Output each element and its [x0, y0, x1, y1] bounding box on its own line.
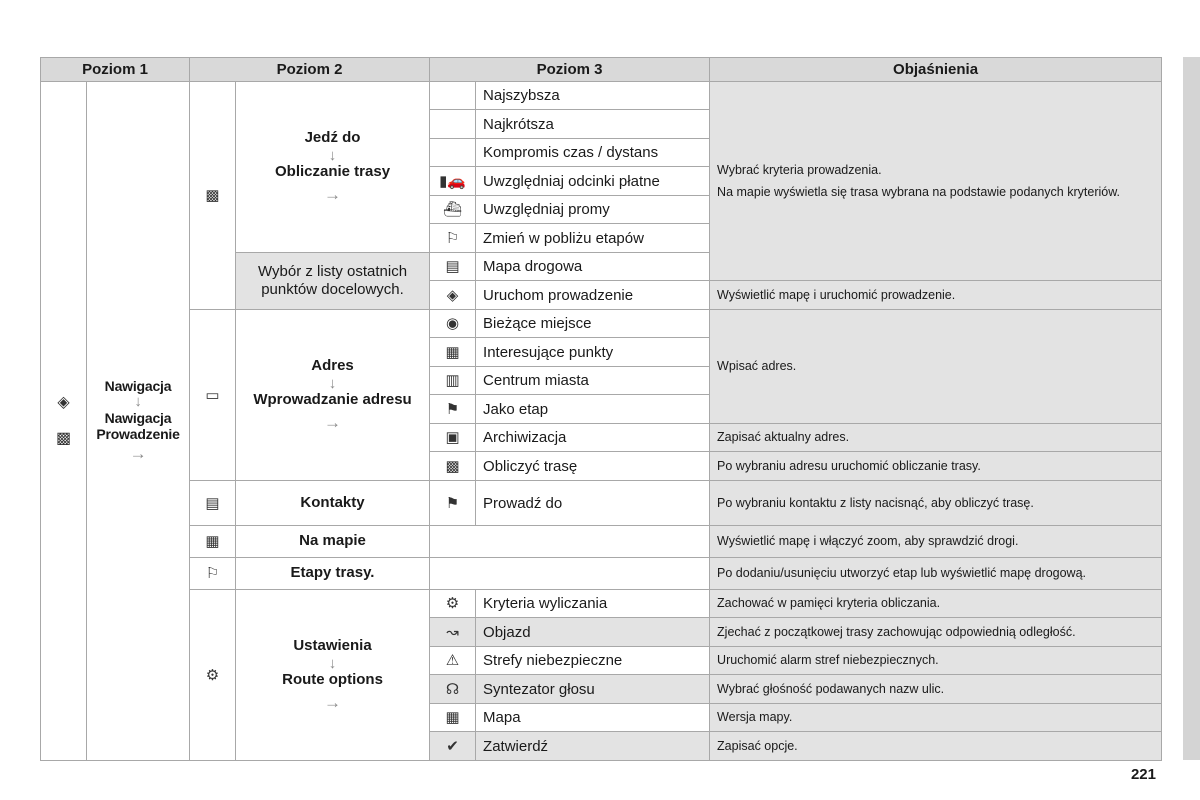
navigation-menu-table [40, 57, 1162, 761]
start-guidance-icon: ◈ [446, 286, 459, 304]
map-icon: ▦ [205, 533, 220, 550]
option-as-stage[interactable]: Jako etap [476, 395, 710, 424]
option-map[interactable]: Mapa [476, 704, 710, 732]
confirm-check-icon: ✔ [446, 737, 459, 755]
route-group-subtitle: Obliczanie trasy [274, 163, 391, 181]
address-keyboard-icon: ▭ [205, 386, 220, 404]
settings-gear-icon: ⚙ [205, 666, 220, 684]
option-calculation-criteria[interactable]: Kryteria wyliczania [476, 590, 710, 618]
route-calc-icon: ▩ [205, 187, 220, 204]
calculation-criteria-explanation: Zachować w pamięci kryteria obliczania. [710, 590, 1162, 618]
current-location-icon: ◉ [445, 315, 460, 332]
route-group-icon-cell [190, 82, 236, 310]
danger-zones-explanation: Uruchomić alarm stref niebezpiecznych. [710, 647, 1162, 675]
enter-address-explanation: Wpisać adres. [710, 310, 1162, 424]
navigation-crosshair-icon: ◈ [57, 394, 70, 411]
city-centre-icon: ▥ [445, 372, 460, 389]
poi-icon: ▦ [445, 343, 460, 361]
road-map-icon: ▤ [445, 258, 460, 275]
option-city-centre[interactable]: Centrum miasta [476, 367, 710, 395]
on-map-explanation: Wyświetlić mapę i włączyć zoom, aby sprawdzić drogi. [710, 526, 1162, 558]
detour-explanation: Zjechać z początkowej trasy zachowując odpowiednią odległość. [710, 618, 1162, 647]
map-version-icon: ▦ [445, 709, 460, 726]
arrow-right-icon: → [324, 185, 342, 204]
route-stages-explanation: Po dodaniu/usunięciu utworzyć etap lub wyświetlić mapę drogową. [710, 558, 1162, 590]
option-icon-cell [430, 110, 476, 139]
start-guidance-explanation: Wyświetlić mapę i uruchomić prowadzenie. [710, 281, 1162, 310]
arrow-down-icon: ↓ [328, 654, 337, 672]
address-group-title: Adres [311, 356, 354, 374]
voice-synthesizer-icon: ☊ [445, 680, 460, 698]
address-group-subtitle: Wprowadzanie adresu [253, 391, 412, 409]
recent-destinations-cell[interactable]: Wybór z listy ostatnich punktów docelowych. [236, 253, 430, 310]
guide-to-flag-icon: ⚑ [445, 494, 460, 512]
side-tab-marker [1183, 57, 1200, 760]
header-row [41, 58, 1162, 82]
arrow-down-icon: ↓ [328, 374, 337, 392]
option-voice-synthesizer[interactable]: Syntezator głosu [476, 675, 710, 704]
contacts-icon: ▤ [205, 494, 220, 512]
voice-synthesizer-explanation: Wybrać głośność podawanych nazw ulic. [710, 675, 1162, 704]
option-calculate-route[interactable]: Obliczyć trasę [476, 452, 710, 481]
danger-zones-icon: ⚠ [445, 652, 460, 669]
route-group-label-cell [236, 82, 430, 253]
arrow-right-icon: → [324, 693, 342, 712]
header-level3: Poziom 3 [430, 58, 710, 82]
option-change-near-stages[interactable]: Zmień w pobliżu etapów [476, 224, 710, 253]
arrow-down-icon: ↓ [134, 393, 142, 411]
archive-explanation: Zapisać aktualny adres. [710, 424, 1162, 452]
route-stages-label[interactable]: Etapy trasy. [236, 558, 430, 590]
option-icon-cell [430, 82, 476, 110]
level1-icon-cell [41, 82, 87, 761]
detour-icon: ↝ [446, 623, 459, 641]
level1-subtitle: Nawigacja Prowadzenie [96, 410, 180, 443]
empty-level3-cell [430, 558, 710, 590]
option-poi[interactable]: Interesujące punkty [476, 338, 710, 367]
settings-group-title: Ustawienia [293, 636, 372, 654]
option-confirm[interactable]: Zatwierdź [476, 732, 710, 761]
confirm-explanation: Zapisać opcje. [710, 732, 1162, 761]
option-fastest[interactable]: Najszybsza [476, 82, 710, 110]
page-number: 221 [1130, 766, 1156, 783]
level1-title: Nawigacja [104, 378, 172, 395]
arrow-down-icon: ↓ [328, 146, 337, 164]
route-criteria-explanation: Wybrać kryteria prowadzenia. Na mapie wyświetla się trasa wybrana na podstawie podanych kryteriów. [710, 82, 1162, 281]
option-danger-zones[interactable]: Strefy niebezpieczne [476, 647, 710, 675]
option-current-location[interactable]: Bieżące miejsce [476, 310, 710, 338]
option-road-map[interactable]: Mapa drogowa [476, 253, 710, 281]
calculate-route-explanation: Po wybraniu adresu uruchomić obliczanie trasy. [710, 452, 1162, 481]
option-icon-cell [430, 139, 476, 167]
option-start-guidance[interactable]: Uruchom prowadzenie [476, 281, 710, 310]
calculate-route-icon: ▩ [445, 457, 460, 475]
address-group-label-cell [236, 310, 430, 481]
ferry-icon: ⛴ [443, 201, 463, 218]
route-flag-icon: ▩ [55, 430, 72, 447]
option-archive[interactable]: Archiwizacja [476, 424, 710, 452]
stage-flag-icon: ⚐ [445, 229, 460, 247]
map-version-explanation: Wersja mapy. [710, 704, 1162, 732]
on-map-label[interactable]: Na mapie [236, 526, 430, 558]
stages-flag-icon: ⚐ [205, 565, 220, 582]
toll-road-icon: ▮🚗 [439, 172, 466, 190]
settings-group-label-cell [236, 590, 430, 761]
contacts-label[interactable]: Kontakty [236, 481, 430, 526]
option-toll-roads[interactable]: Uwzględniaj odcinki płatne [476, 167, 710, 196]
route-group-title: Jedź do [304, 128, 361, 146]
header-explanations: Objaśnienia [710, 58, 1162, 82]
calculation-criteria-icon: ⚙ [445, 595, 460, 612]
option-guide-to[interactable]: Prowadź do [476, 481, 710, 526]
arrow-right-icon: → [324, 413, 342, 432]
option-compromise[interactable]: Kompromis czas / dystans [476, 139, 710, 167]
contacts-explanation: Po wybraniu kontaktu z listy nacisnąć, aby obliczyć trasę. [710, 481, 1162, 526]
header-level1: Poziom 1 [41, 58, 190, 82]
level1-label-cell [87, 82, 190, 761]
header-level2: Poziom 2 [190, 58, 430, 82]
empty-level3-cell [430, 526, 710, 558]
as-stage-flag-icon: ⚑ [445, 400, 460, 418]
option-detour[interactable]: Objazd [476, 618, 710, 647]
option-ferries[interactable]: Uwzględniaj promy [476, 196, 710, 224]
settings-group-subtitle: Route options [282, 671, 383, 689]
archive-icon: ▣ [445, 429, 460, 446]
arrow-right-icon: → [129, 444, 147, 464]
option-shortest[interactable]: Najkrótsza [476, 110, 710, 139]
